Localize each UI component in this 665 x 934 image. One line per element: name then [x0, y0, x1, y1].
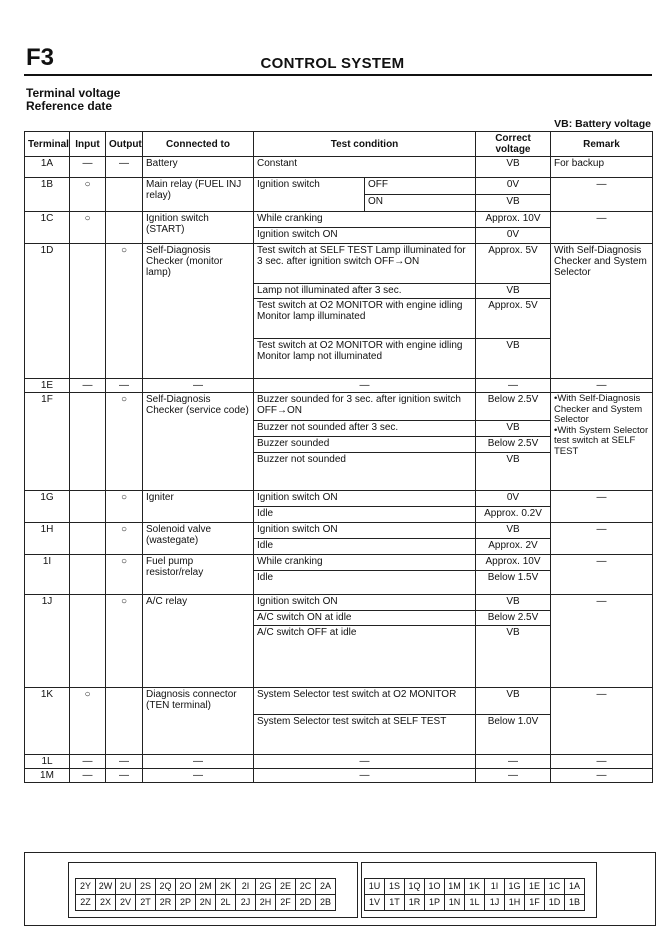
voltage-cell: VB — [476, 157, 551, 178]
connector-pin: 2G — [256, 879, 276, 895]
test-condition-cell: Buzzer not sounded — [254, 453, 476, 491]
subtitle-terminal-voltage: Terminal voltage — [26, 86, 121, 100]
connector-pin: 2F — [276, 895, 296, 911]
remark-cell: — — [551, 178, 653, 212]
test-subcondition-cell: OFF — [365, 178, 476, 195]
input-cell — [70, 523, 106, 555]
test-condition-cell: Test switch at O2 MONITOR with engine idling Monitor lamp illuminated — [254, 299, 476, 339]
input-cell: ○ — [70, 178, 106, 212]
test-condition-cell: Test switch at SELF TEST Lamp illuminated for 3 sec. after ignition switch OFF→ON — [254, 244, 476, 284]
terminal-cell: 1I — [25, 555, 70, 595]
connector-pin: 2J — [236, 895, 256, 911]
connector-pin: 2X — [96, 895, 116, 911]
voltage-cell: — — [476, 755, 551, 769]
output-cell — [106, 178, 143, 212]
voltage-cell: Approx. 10V — [476, 555, 551, 571]
test-condition-cell: Buzzer sounded for 3 sec. after ignition switch OFF→ON — [254, 393, 476, 421]
terminal-cell: 1E — [25, 379, 70, 393]
voltage-cell: Below 1.0V — [476, 715, 551, 755]
table-row — [25, 244, 653, 284]
table-row — [25, 769, 653, 783]
connector-pin: 1H — [505, 895, 525, 911]
connector-pin-row-bottom — [365, 895, 585, 911]
test-condition-cell: A/C switch OFF at idle — [254, 626, 476, 688]
output-cell: ○ — [106, 393, 143, 491]
voltage-cell: 0V — [476, 491, 551, 507]
voltage-cell: 0V — [476, 178, 551, 195]
connector-pin: 1T — [385, 895, 405, 911]
input-cell: ○ — [70, 688, 106, 755]
connector-pin: 2K — [216, 879, 236, 895]
input-cell: — — [70, 755, 106, 769]
voltage-cell: VB — [476, 595, 551, 611]
connected-to-cell: Main relay (FUEL INJ relay) — [143, 178, 254, 212]
connector-pin: 1E — [525, 879, 545, 895]
table-row — [25, 755, 653, 769]
output-cell: — — [106, 379, 143, 393]
terminal-cell: 1L — [25, 755, 70, 769]
connected-to-cell: Solenoid valve (wastegate) — [143, 523, 254, 555]
connector-right-pins — [364, 878, 585, 911]
terminal-cell: 1B — [25, 178, 70, 212]
table-row — [25, 595, 653, 611]
table-row — [25, 491, 653, 507]
col-connected-to: Connected to — [143, 132, 254, 157]
voltage-cell: Approx. 2V — [476, 539, 551, 555]
table-row — [25, 393, 653, 421]
connector-pin-row-top — [76, 879, 336, 895]
terminal-cell: 1K — [25, 688, 70, 755]
connector-pin: 1P — [425, 895, 445, 911]
voltage-cell: Approx. 0.2V — [476, 507, 551, 523]
connector-pin: 2N — [196, 895, 216, 911]
table-row — [25, 523, 653, 539]
connector-pin: 2Y — [76, 879, 96, 895]
input-cell: — — [70, 769, 106, 783]
output-cell: ○ — [106, 491, 143, 523]
connector-pin: 1M — [445, 879, 465, 895]
voltage-cell: Approx. 5V — [476, 244, 551, 284]
connector-pin: 1R — [405, 895, 425, 911]
test-condition-cell: Ignition switch ON — [254, 523, 476, 539]
test-condition-cell: System Selector test switch at SELF TEST — [254, 715, 476, 755]
connector-pin: 2L — [216, 895, 236, 911]
test-condition-cell: While cranking — [254, 212, 476, 228]
connector-pin: 1D — [545, 895, 565, 911]
terminal-cell: 1M — [25, 769, 70, 783]
output-cell: ○ — [106, 244, 143, 379]
voltage-cell: Approx. 5V — [476, 299, 551, 339]
connected-to-cell: Battery — [143, 157, 254, 178]
connector-pin: 2V — [116, 895, 136, 911]
test-condition-cell: Idle — [254, 571, 476, 595]
connector-pin: 2T — [136, 895, 156, 911]
test-condition-cell: Idle — [254, 539, 476, 555]
col-correct-voltage: Correct voltage — [476, 132, 551, 157]
terminal-cell: 1H — [25, 523, 70, 555]
test-condition-cell: A/C switch ON at idle — [254, 611, 476, 626]
test-subcondition-cell: ON — [365, 195, 476, 212]
test-condition-cell: Buzzer sounded — [254, 437, 476, 453]
connector-pin: 2B — [316, 895, 336, 911]
connector-pin: 2W — [96, 879, 116, 895]
table-row — [25, 212, 653, 228]
voltage-cell: VB — [476, 453, 551, 491]
test-condition-cell: Ignition switch ON — [254, 491, 476, 507]
table-header-row — [25, 132, 653, 157]
remark-cell: — — [551, 491, 653, 523]
connector-pin: 2R — [156, 895, 176, 911]
connector-pin: 1B — [565, 895, 585, 911]
table-row — [25, 688, 653, 715]
connected-to-cell: Fuel pump resistor/relay — [143, 555, 254, 595]
connector-pin: 2O — [176, 879, 196, 895]
test-condition-cell: System Selector test switch at O2 MONITOR — [254, 688, 476, 715]
connector-pin-row-top — [365, 879, 585, 895]
remark-cell: — — [551, 212, 653, 244]
connector-pin: 1S — [385, 879, 405, 895]
test-condition-cell: — — [254, 769, 476, 783]
connector-pin: 2D — [296, 895, 316, 911]
col-output: Output — [106, 132, 143, 157]
connector-pin: 1O — [425, 879, 445, 895]
input-cell — [70, 244, 106, 379]
remark-cell: — — [551, 769, 653, 783]
table-row — [25, 555, 653, 571]
terminal-cell: 1C — [25, 212, 70, 244]
connected-to-cell: Igniter — [143, 491, 254, 523]
connector-pin: 2A — [316, 879, 336, 895]
connector-pin: 1V — [365, 895, 385, 911]
output-cell: — — [106, 755, 143, 769]
voltage-cell: VB — [476, 421, 551, 437]
voltage-cell: VB — [476, 523, 551, 539]
remark-cell — [551, 393, 653, 491]
voltage-cell: VB — [476, 195, 551, 212]
input-cell: — — [70, 157, 106, 178]
test-condition-cell: — — [254, 379, 476, 393]
input-cell — [70, 491, 106, 523]
test-condition-cell: Ignition switch ON — [254, 228, 476, 244]
terminal-cell: 1J — [25, 595, 70, 688]
voltage-cell: VB — [476, 339, 551, 379]
terminal-cell: 1A — [25, 157, 70, 178]
table-row — [25, 157, 653, 178]
connected-to-cell: — — [143, 755, 254, 769]
connector-pin: 2P — [176, 895, 196, 911]
input-cell — [70, 555, 106, 595]
remark-bullet: •With Self-Diagnosis Checker and System Selector — [554, 393, 643, 425]
table-row — [25, 379, 653, 393]
connector-pin: 1Q — [405, 879, 425, 895]
connector-pin: 2Q — [156, 879, 176, 895]
connector-pin: 1G — [505, 879, 525, 895]
voltage-cell: VB — [476, 626, 551, 688]
title-rule — [24, 74, 652, 76]
connected-to-cell: Diagnosis connector (TEN terminal) — [143, 688, 254, 755]
connector-pin: 2M — [196, 879, 216, 895]
connected-to-cell: Self-Diagnosis Checker (monitor lamp) — [143, 244, 254, 379]
test-condition-cell: Constant — [254, 157, 476, 178]
voltage-cell: Approx. 10V — [476, 212, 551, 228]
section-code: F3 — [26, 44, 55, 71]
connector-pin: 2S — [136, 879, 156, 895]
input-cell — [70, 595, 106, 688]
page-title: CONTROL SYSTEM — [260, 55, 405, 72]
remark-cell: — — [551, 688, 653, 755]
remark-cell: — — [551, 595, 653, 688]
output-cell: ○ — [106, 523, 143, 555]
voltage-cell: — — [476, 379, 551, 393]
connector-pin: 2H — [256, 895, 276, 911]
output-cell — [106, 688, 143, 755]
voltage-cell: Below 2.5V — [476, 611, 551, 626]
remark-bullet: •With System Selector test switch at SELF TEST — [554, 424, 649, 457]
input-cell: ○ — [70, 212, 106, 244]
input-cell: — — [70, 379, 106, 393]
connected-to-cell: A/C relay — [143, 595, 254, 688]
connector-pin: 2C — [296, 879, 316, 895]
voltage-cell: Below 2.5V — [476, 437, 551, 453]
input-cell — [70, 393, 106, 491]
test-condition-cell: Buzzer not sounded after 3 sec. — [254, 421, 476, 437]
connected-to-cell: — — [143, 769, 254, 783]
connector-pin: 1J — [485, 895, 505, 911]
connector-pin-row-bottom — [76, 895, 336, 911]
col-terminal: Terminal — [25, 132, 70, 157]
connector-pin: 1C — [545, 879, 565, 895]
voltage-cell: VB — [476, 688, 551, 715]
voltage-cell: Below 2.5V — [476, 393, 551, 421]
connector-pin: 2Z — [76, 895, 96, 911]
connector-pin: 2E — [276, 879, 296, 895]
connected-to-cell: Self-Diagnosis Checker (service code) — [143, 393, 254, 491]
terminal-cell: 1G — [25, 491, 70, 523]
test-condition-cell: Test switch at O2 MONITOR with engine idling Monitor lamp not illuminated — [254, 339, 476, 379]
voltage-cell: 0V — [476, 228, 551, 244]
output-cell: — — [106, 769, 143, 783]
connector-pin: 1K — [465, 879, 485, 895]
col-input: Input — [70, 132, 106, 157]
test-condition-cell: — — [254, 755, 476, 769]
remark-cell: For backup — [551, 157, 653, 178]
remark-cell: With Self-Diagnosis Checker and System Selector — [551, 244, 653, 379]
test-condition-cell: Lamp not illuminated after 3 sec. — [254, 284, 476, 299]
remark-cell: — — [551, 379, 653, 393]
output-cell — [106, 212, 143, 244]
output-cell: ○ — [106, 595, 143, 688]
connector-left-pins — [75, 878, 336, 911]
test-condition-cell: Idle — [254, 507, 476, 523]
test-condition-cell: Ignition switch ON — [254, 595, 476, 611]
terminal-cell: 1F — [25, 393, 70, 491]
output-cell: ○ — [106, 555, 143, 595]
col-remark: Remark — [551, 132, 653, 157]
remark-cell: — — [551, 755, 653, 769]
connector-pin: 1N — [445, 895, 465, 911]
voltage-cell: — — [476, 769, 551, 783]
remark-cell: — — [551, 523, 653, 555]
terminal-voltage-table — [24, 131, 653, 783]
subtitle-reference-date: Reference date — [26, 99, 113, 113]
connector-pin: 2I — [236, 879, 256, 895]
connected-to-cell: — — [143, 379, 254, 393]
col-test-condition: Test condition — [254, 132, 476, 157]
voltage-cell: VB — [476, 284, 551, 299]
terminal-cell: 1D — [25, 244, 70, 379]
connected-to-cell: Ignition switch (START) — [143, 212, 254, 244]
voltage-cell: Below 1.5V — [476, 571, 551, 595]
table-row — [25, 178, 653, 195]
output-cell: — — [106, 157, 143, 178]
connector-pin: 2U — [116, 879, 136, 895]
test-condition-cell: While cranking — [254, 555, 476, 571]
connector-pin: 1U — [365, 879, 385, 895]
connector-pin: 1F — [525, 895, 545, 911]
connector-pin: 1L — [465, 895, 485, 911]
battery-voltage-note: VB: Battery voltage — [554, 118, 651, 130]
remark-cell: — — [551, 555, 653, 595]
connector-pin: 1A — [565, 879, 585, 895]
test-condition-cell: Ignition switch — [254, 178, 365, 212]
connector-pin: 1I — [485, 879, 505, 895]
